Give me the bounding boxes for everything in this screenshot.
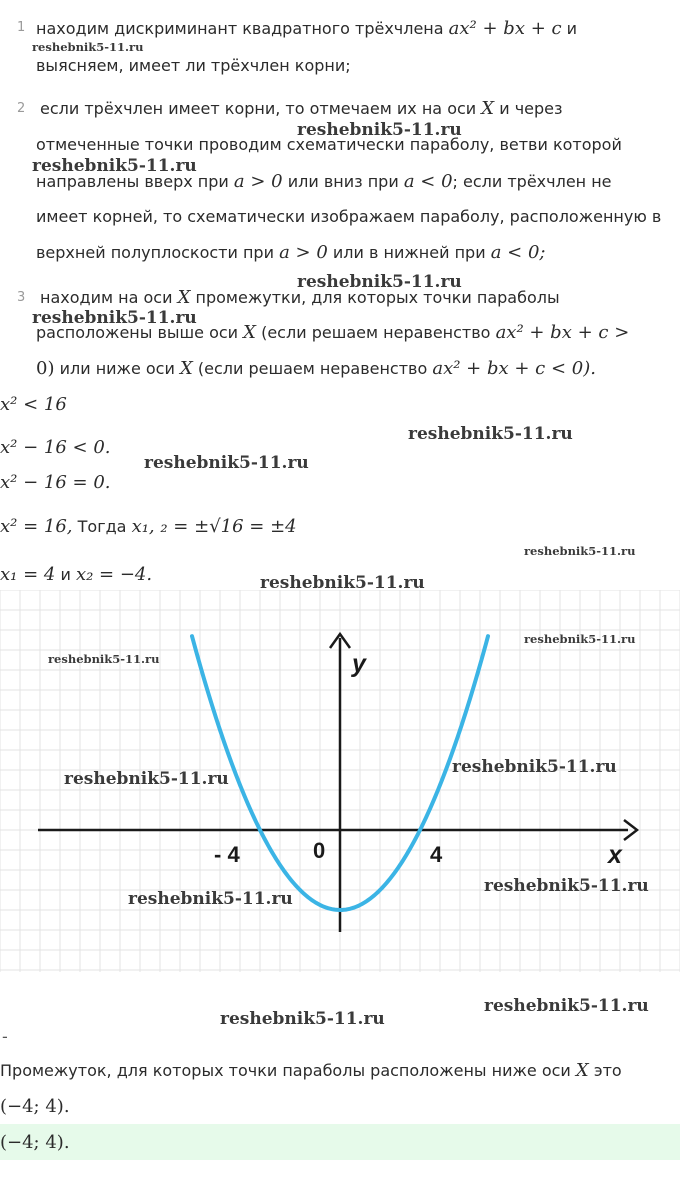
solution-line: x² − 16 < 0.: [0, 437, 111, 458]
math-expression: X: [179, 358, 193, 379]
watermark: reshebnik5-11.ru: [452, 757, 617, 777]
tick-label-4: 4: [430, 842, 443, 867]
watermark: reshebnik5-11.ru: [524, 544, 636, 558]
step-text: [36, 358, 596, 379]
answer-box: [0, 1124, 680, 1160]
math-expression: X: [177, 287, 191, 308]
tick-label-neg4: - 4: [214, 842, 240, 867]
math-expression: a > 0: [233, 171, 283, 192]
solution-line: x² < 16: [0, 394, 67, 415]
step-text: имеет корней, то схематически изображаем параболу, расположенную в: [36, 207, 662, 226]
watermark: reshebnik5-11.ru: [220, 1009, 385, 1029]
step-text: [36, 18, 577, 39]
solution-line: x² − 16 = 0.: [0, 472, 111, 493]
step-text: выясняем, имеет ли трёхчлен корни;: [36, 56, 351, 75]
text-fragment: ; если трёхчлен не: [452, 172, 612, 191]
math-expression: X: [575, 1060, 589, 1081]
y-axis-label: y: [352, 650, 366, 678]
step-number: 3: [17, 290, 26, 305]
text-fragment: расположены выше оси: [36, 323, 239, 342]
text-fragment: если трёхчлен имеет корни, то отмечаем их на оси: [40, 99, 477, 118]
watermark: reshebnik5-11.ru: [32, 308, 197, 328]
conclusion-text: [0, 1060, 622, 1081]
watermark: reshebnik5-11.ru: [128, 889, 293, 909]
step-number: 1: [17, 20, 26, 35]
text-fragment: Тогда: [77, 517, 127, 536]
answer-value: (−4; 4).: [0, 1132, 70, 1153]
watermark: reshebnik5-11.ru: [297, 272, 462, 292]
watermark: reshebnik5-11.ru: [144, 453, 309, 473]
text-fragment: или вниз при: [287, 172, 399, 191]
text-fragment: находим дискриминант квадратного трёхчлена: [36, 19, 444, 38]
text-fragment: Промежуток, для которых точки параболы расположены ниже оси: [0, 1061, 571, 1080]
watermark: reshebnik5-11.ru: [484, 876, 649, 896]
text-fragment: направлены вверх при: [36, 172, 229, 191]
watermark: reshebnik5-11.ru: [32, 40, 144, 54]
math-expression: ax² + bx + c < 0).: [432, 358, 596, 379]
math-expression: a < 0;: [490, 242, 546, 263]
text-fragment: находим на оси: [40, 288, 173, 307]
math-expression: x₁, ₂ = ±√16 = ±4: [131, 516, 297, 537]
step-text: [40, 98, 563, 119]
watermark: reshebnik5-11.ru: [484, 996, 649, 1016]
text-fragment: или ниже оси: [59, 359, 175, 378]
text-fragment: или в нижней при: [332, 243, 486, 262]
x-axis-label: x: [608, 841, 622, 869]
math-expression: ax² + bx + c: [448, 18, 562, 39]
text-fragment: и: [60, 565, 71, 584]
math-expression: X: [481, 98, 495, 119]
watermark: reshebnik5-11.ru: [260, 573, 425, 593]
math-expression: x₂ = −4.: [75, 564, 153, 585]
math-expression: x² = 16,: [0, 516, 73, 537]
dash-mark: -: [2, 1027, 8, 1046]
text-fragment: это: [593, 1061, 622, 1080]
tick-label-zero: 0: [313, 838, 326, 863]
text-fragment: и через: [499, 99, 563, 118]
math-expression: a > 0: [279, 242, 328, 263]
watermark: reshebnik5-11.ru: [408, 424, 573, 444]
step-text: отмеченные точки проводим схематически параболу, ветви которой: [36, 135, 622, 154]
interval-result: (−4; 4).: [0, 1096, 70, 1117]
solution-line: [0, 516, 297, 537]
math-expression: a < 0: [403, 171, 453, 192]
step-number: 2: [17, 101, 26, 116]
math-expression: x₁ = 4: [0, 564, 56, 585]
watermark: reshebnik5-11.ru: [48, 652, 160, 666]
text-fragment: промежутки, для которых точки параболы: [195, 288, 560, 307]
watermark: reshebnik5-11.ru: [297, 120, 462, 140]
text-fragment: (если решаем неравенство: [261, 323, 491, 342]
step-text: [36, 242, 545, 263]
text-fragment: и: [566, 19, 578, 38]
solution-line: [0, 564, 152, 585]
text-fragment: верхней полуплоскости при: [36, 243, 274, 262]
watermark: reshebnik5-11.ru: [32, 156, 197, 176]
math-expression: X: [243, 322, 256, 343]
watermark: reshebnik5-11.ru: [524, 632, 636, 646]
watermark: reshebnik5-11.ru: [64, 769, 229, 789]
text-fragment: (если решаем неравенство: [197, 359, 428, 378]
math-expression: 0): [36, 358, 55, 379]
math-expression: ax² + bx + c >: [495, 322, 630, 343]
